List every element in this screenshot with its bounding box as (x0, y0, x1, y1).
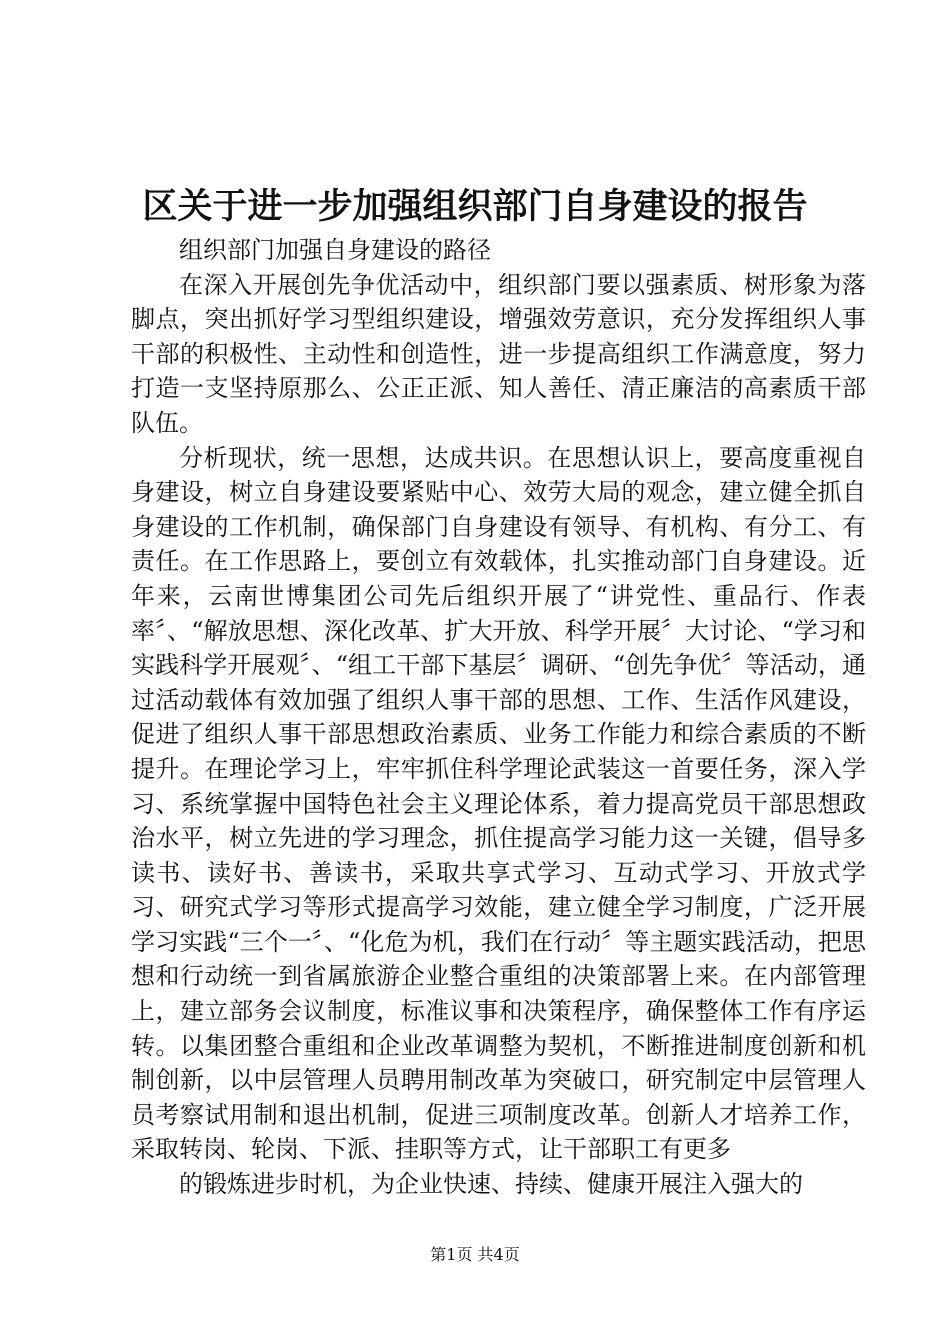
body-paragraph: 的锻炼进步时机，为企业快速、持续、健康开展注入强大的 (179, 1170, 803, 1199)
body-paragraph: 在深入开展创先争优活动中，组织部门要以强素质、树形象为落脚点，突出抓好学习型组织建设，增强效劳意识，充分发挥组织人事干部的积极性、主动性和创造性，进一步提高组织工作满意度，努力打造一支坚持原那么、公正正派、知人善任、清正廉洁的高素质干部队伍。 (131, 270, 866, 437)
body-paragraph: 分析现状，统一思想，达成共识。在思想认识上，要高度重视自身建设，树立自身建设要紧贴中心、效劳大局的观念，建立健全抓自身建设的工作机制，确保部门自身建设有领导、有机构、有分工、有责任。在工作思路上，要创立有效载体，扎实推动部门自身建设。近年来，云南世博集团公司先后组织开展了“讲党性、重品行、作表率〞、“解放思想、深化改革、扩大开放、科学开展〞大讨论、“学习和实践科学开展观〞、“组工干部下基层〞调研、“创先争优〞等活动，通过活动载体有效加强了组织人事干部的思想、工作、生活作风建设，促进了组织人事干部思想政治素质、业务工作能力和综合素质的不断提升。在理论学习上，牢牢抓住科学理论武装这一首要任务，深入学习、系统掌握中国特色社会主义理论体系，着力提高党员干部思想政治水平，树立先进的学习理念，抓住提高学习能力这一关键，倡导多读书、读好书、善读书，采取共享式学习、互动式学习、开放式学习、研究式学习等形式提高学习效能，建立健全学习制度，广泛开展学习实践“三个一〞、“化危为机，我们在行动〞等主题实践活动，把思想和行动统一到省属旅游企业整合重组的决策部署上来。在内部管理上，建立部务会议制度，标准议事和决策程序，确保整体工作有序运转。以集团整合重组和企业改革调整为契机，不断推进制度创新和机制创新，以中层管理人员聘用制改革为突破口，研究制定中层管理人员考察试用制和退出机制，促进三项制度改革。创新人才培养工作，采取转岗、轮岗、下派、挂职等方式，让干部职工有更多 (131, 443, 866, 1164)
document-body (131, 233, 866, 1202)
document-title: 区关于进一步加强组织部门自身建设的报告 (142, 186, 808, 227)
section-heading: 组织部门加强自身建设的路径 (179, 236, 491, 264)
page-number-footer: 第1页 共4页 (430, 1245, 520, 1264)
